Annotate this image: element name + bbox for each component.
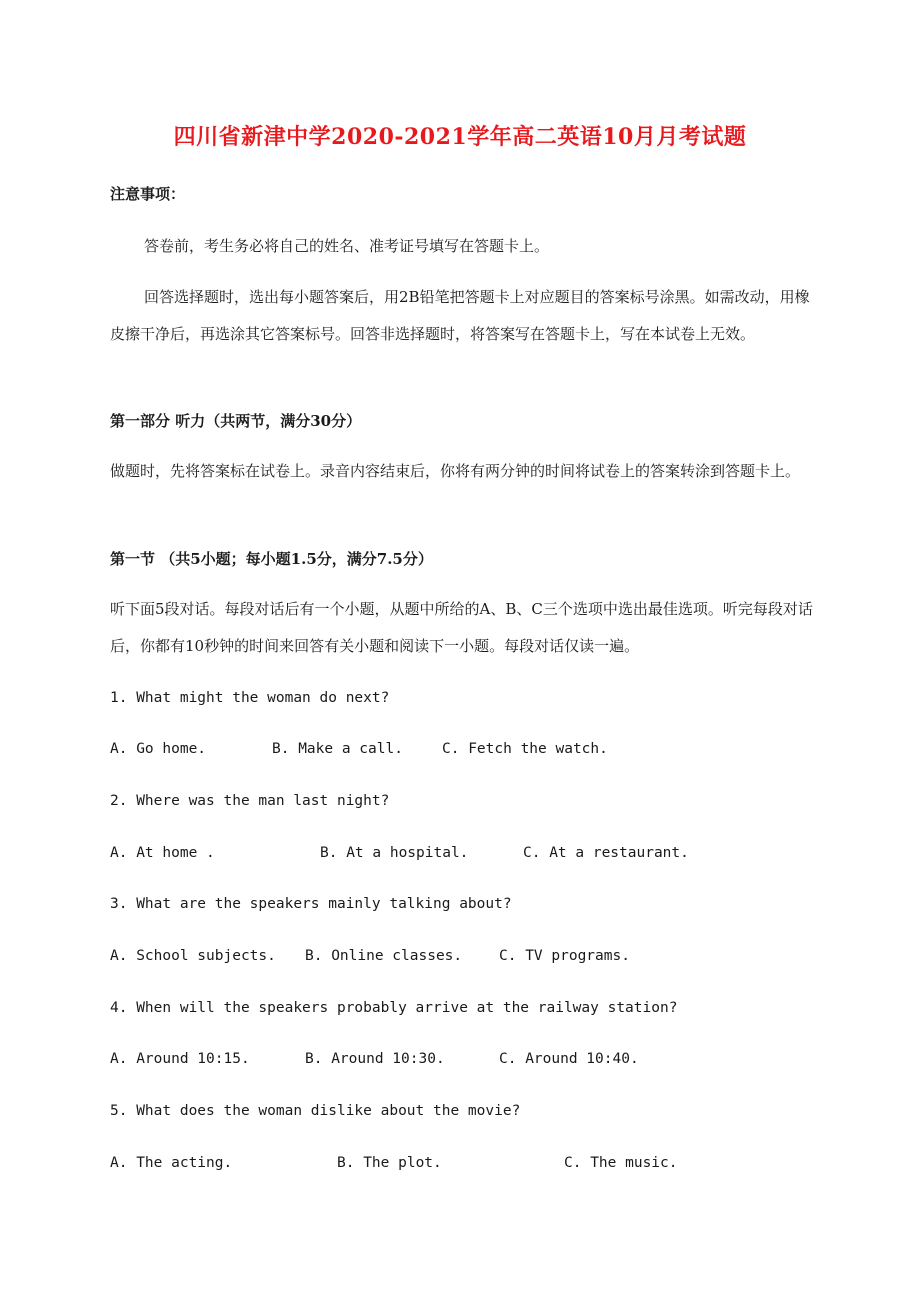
q5-option-a: A. The acting. bbox=[110, 1155, 233, 1171]
q1-option-b: B. Make a call. bbox=[272, 741, 403, 757]
question-4: 4. When will the speakers probably arrive at the railway station? bbox=[110, 1000, 678, 1016]
section1-heading: 第一节 （共5小题；每小题1.5分，满分7.5分） bbox=[110, 550, 433, 568]
q3-option-c: C. TV programs. bbox=[499, 948, 630, 964]
question-3: 3. What are the speakers mainly talking about? bbox=[110, 896, 512, 912]
q4-option-c: C. Around 10:40. bbox=[499, 1051, 639, 1067]
q2-option-a: A. At home . bbox=[110, 845, 215, 861]
q3-option-a: A. School subjects. bbox=[110, 948, 276, 964]
question-5: 5. What does the woman dislike about the movie? bbox=[110, 1103, 521, 1119]
q3-option-b: B. Online classes. bbox=[305, 948, 463, 964]
q5-option-c: C. The music. bbox=[564, 1155, 678, 1171]
q1-option-a: A. Go home. bbox=[110, 741, 207, 757]
part1-instruction: 做题时，先将答案标在试卷上。录音内容结束后，你将有两分钟的时间将试卷上的答案转涂到答题卡上。 bbox=[110, 462, 801, 480]
section1-instruction: 听下面5段对话。每段对话后有一个小题，从题中所给的A、B、C三个选项中选出最佳选项。听完每段对话后，你都有10秒钟的时间来回答有关小题和阅读下一小题。每段对话仅读一遍。 bbox=[110, 600, 813, 655]
q2-option-b: B. At a hospital. bbox=[320, 845, 469, 861]
q4-option-a: A. Around 10:15. bbox=[110, 1051, 250, 1067]
notice-item-1: 答卷前，考生务必将自己的姓名、准考证号填写在答题卡上。 bbox=[144, 237, 550, 255]
question-2: 2. Where was the man last night? bbox=[110, 793, 390, 809]
part1-heading: 第一部分 听力（共两节，满分30分） bbox=[110, 412, 362, 430]
question-1: 1. What might the woman do next? bbox=[110, 690, 390, 706]
q4-option-b: B. Around 10:30. bbox=[305, 1051, 445, 1067]
q5-option-b: B. The plot. bbox=[337, 1155, 442, 1171]
notice-item-2: 回答选择题时，选出每小题答案后，用2B铅笔把答题卡上对应题目的答案标号涂黑。如需改动，用橡皮擦干净后，再选涂其它答案标号。回答非选择题时，将答案写在答题卡上，写在本试卷上无效。 bbox=[110, 288, 810, 343]
q1-option-c: C. Fetch the watch. bbox=[442, 741, 608, 757]
notice-heading: 注意事项： bbox=[110, 185, 186, 203]
page-title: 四川省新津中学2020-2021学年高二英语10月月考试题 bbox=[173, 124, 747, 150]
q2-option-c: C. At a restaurant. bbox=[523, 845, 689, 861]
